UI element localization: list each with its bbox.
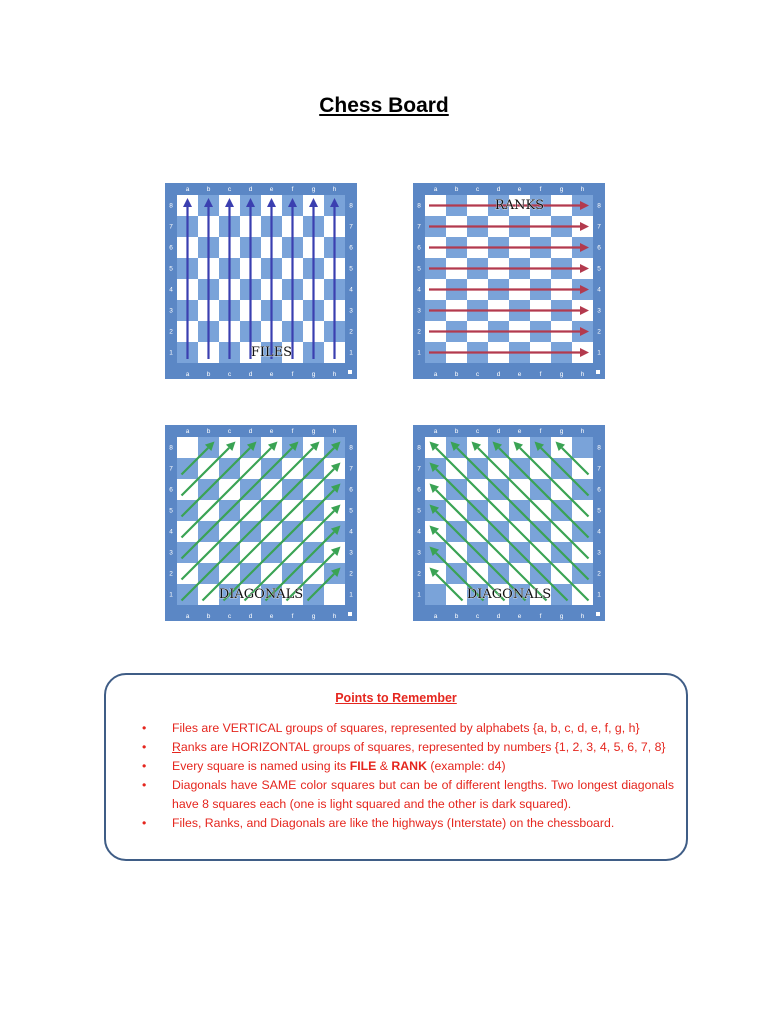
file-label-bottom: a [433, 613, 438, 620]
file-label-top: c [475, 428, 480, 435]
file-label-bottom: g [559, 613, 564, 620]
file-label-top: e [269, 428, 274, 435]
rank-label-left: 7 [417, 223, 421, 231]
file-label-bottom: h [332, 613, 337, 620]
rank-label-left: 7 [169, 223, 173, 231]
rank-label-right: 7 [597, 465, 601, 473]
rank-label-right: 6 [349, 486, 353, 494]
rank-label-right: 7 [597, 223, 601, 231]
board-square [177, 437, 198, 458]
point-text: & [376, 759, 392, 773]
file-label-top: h [332, 428, 337, 435]
file-label-top: g [559, 428, 564, 435]
rank-label-left: 1 [417, 591, 421, 599]
file-label-bottom: c [227, 371, 232, 378]
file-label-bottom: d [496, 613, 501, 620]
diagonals-board-2 [413, 425, 605, 621]
rank-label-right: 4 [597, 286, 601, 294]
file-label-top: d [496, 428, 501, 435]
point-files [142, 719, 674, 738]
file-label-top: g [559, 186, 564, 193]
file-label-top: g [311, 428, 316, 435]
rank-label-left: 8 [417, 202, 421, 210]
file-label-bottom: e [517, 613, 522, 620]
rank-label-left: 8 [169, 444, 173, 452]
ranks-board [413, 183, 605, 379]
point-square-naming [142, 757, 674, 776]
file-label-bottom: h [580, 371, 585, 378]
point-text: Files, Ranks, and Diagonals are like the highways (Interstate) on the chessboard. [172, 816, 615, 830]
bullet-icon: • [142, 740, 147, 754]
rank-label-left: 4 [417, 528, 421, 536]
points-title: Points to Remember [335, 691, 457, 705]
bullet-icon: • [142, 721, 147, 735]
rank-label-right: 5 [597, 507, 601, 515]
point-text: s {1, 2, 3, 4, 5, 6, 7, 8} [545, 740, 666, 754]
rank-label-left: 7 [169, 465, 173, 473]
rank-label-right: 2 [597, 328, 601, 336]
file-label-bottom: b [454, 613, 459, 620]
file-label-top: b [454, 428, 459, 435]
rank-label-left: 3 [417, 549, 421, 557]
point-diagonals [142, 776, 674, 814]
rank-label-left: 6 [417, 486, 421, 494]
rank-label-left: 1 [169, 349, 173, 357]
rank-label-right: 2 [597, 570, 601, 578]
rank-label-left: 4 [169, 286, 173, 294]
file-label-top: a [185, 428, 190, 435]
file-label-bottom: b [206, 613, 211, 620]
rank-label-right: 1 [597, 349, 601, 357]
corner-marker [596, 612, 600, 616]
rank-label-right: 3 [597, 307, 601, 315]
rank-label-right: 3 [349, 307, 353, 315]
file-label-bottom: d [248, 371, 253, 378]
files-board [165, 183, 357, 379]
file-label-bottom: d [496, 371, 501, 378]
rank-label-right: 4 [349, 528, 353, 536]
file-label-bottom: g [311, 371, 316, 378]
point-text: (example: d4) [426, 759, 506, 773]
rank-label-left: 5 [169, 507, 173, 515]
file-label-bottom: b [206, 371, 211, 378]
file-label-bottom: g [311, 613, 316, 620]
file-label-top: d [248, 186, 253, 193]
file-label-top: f [291, 428, 294, 435]
rank-label-right: 4 [597, 528, 601, 536]
file-label-top: b [206, 428, 211, 435]
point-text: Every square is named using its [172, 759, 350, 773]
rank-label-left: 2 [169, 570, 173, 578]
file-label-top: h [580, 428, 585, 435]
file-label-top: e [269, 186, 274, 193]
rank-label-right: 2 [349, 570, 353, 578]
rank-label-right: 8 [597, 202, 601, 210]
rank-label-left: 4 [417, 286, 421, 294]
diagonals-board-1 [165, 425, 357, 621]
rank-label-right: 2 [349, 328, 353, 336]
rank-label-right: 7 [349, 465, 353, 473]
rank-label-right: 6 [349, 244, 353, 252]
rank-label-left: 5 [417, 507, 421, 515]
rank-label-right: 6 [597, 244, 601, 252]
file-label-top: a [433, 186, 438, 193]
point-highways [142, 814, 674, 833]
file-label-top: g [311, 186, 316, 193]
file-label-bottom: b [454, 371, 459, 378]
file-label-bottom: f [539, 371, 542, 378]
board-square [324, 584, 345, 605]
corner-marker [596, 370, 600, 374]
rank-label-left: 6 [417, 244, 421, 252]
file-label-top: e [517, 186, 522, 193]
rank-label-right: 3 [597, 549, 601, 557]
rank-label-left: 1 [169, 591, 173, 599]
file-label-top: c [475, 186, 480, 193]
file-label-bottom: c [475, 371, 480, 378]
bullet-icon: • [142, 816, 147, 830]
file-label-top: a [185, 186, 190, 193]
corner-marker [348, 370, 352, 374]
rank-label-left: 5 [169, 265, 173, 273]
file-label-bottom: g [559, 371, 564, 378]
file-label-bottom: e [269, 613, 274, 620]
file-label-bottom: e [517, 371, 522, 378]
file-label-top: f [539, 186, 542, 193]
file-label-bottom: f [291, 371, 294, 378]
file-label-bottom: h [580, 613, 585, 620]
rank-label-left: 6 [169, 486, 173, 494]
file-label-top: c [227, 186, 232, 193]
rank-label-left: 8 [169, 202, 173, 210]
file-label-bottom: e [269, 371, 274, 378]
file-label-bottom: f [539, 613, 542, 620]
rank-label-right: 3 [349, 549, 353, 557]
file-label-bottom: c [227, 613, 232, 620]
file-label-top: d [248, 428, 253, 435]
rank-label-right: 8 [349, 202, 353, 210]
rank-label-left: 5 [417, 265, 421, 273]
point-text-underlined: R [172, 740, 181, 754]
board-square [572, 437, 593, 458]
rank-label-left: 3 [169, 549, 173, 557]
corner-marker [348, 612, 352, 616]
file-label-top: d [496, 186, 501, 193]
file-label-bottom: a [433, 371, 438, 378]
rank-label-left: 3 [169, 307, 173, 315]
rank-label-left: 3 [417, 307, 421, 315]
rank-label-right: 1 [349, 349, 353, 357]
board-label: RANKS [494, 198, 545, 213]
file-label-top: b [206, 186, 211, 193]
file-label-bottom: h [332, 371, 337, 378]
rank-label-right: 8 [349, 444, 353, 452]
bullet-icon: • [142, 759, 147, 773]
file-label-top: e [517, 428, 522, 435]
file-label-top: f [539, 428, 542, 435]
rank-label-left: 2 [417, 570, 421, 578]
rank-label-left: 2 [169, 328, 173, 336]
rank-label-right: 6 [597, 486, 601, 494]
point-text-bold: FILE [349, 759, 377, 773]
board-label: DIAGONALS [466, 587, 552, 602]
point-text-underlined: r [541, 740, 546, 754]
rank-label-left: 6 [169, 244, 173, 252]
rank-label-right: 7 [349, 223, 353, 231]
board-label: DIAGONALS [218, 587, 304, 602]
board-square [425, 584, 446, 605]
rank-label-right: 1 [597, 591, 601, 599]
points-list [142, 719, 674, 833]
file-label-bottom: a [185, 613, 190, 620]
rank-label-right: 8 [597, 444, 601, 452]
rank-label-right: 1 [349, 591, 353, 599]
rank-label-left: 4 [169, 528, 173, 536]
point-text: anks are HORIZONTAL groups of squares, represented by numbe [180, 740, 542, 754]
point-text-bold: RANK [391, 759, 427, 773]
rank-label-left: 7 [417, 465, 421, 473]
board-label: FILES [250, 345, 293, 360]
file-label-bottom: a [185, 371, 190, 378]
file-label-bottom: d [248, 613, 253, 620]
rank-label-right: 5 [597, 265, 601, 273]
rank-label-right: 4 [349, 286, 353, 294]
point-ranks [142, 738, 674, 757]
file-label-bottom: c [475, 613, 480, 620]
rank-label-right: 5 [349, 507, 353, 515]
file-label-top: h [332, 186, 337, 193]
file-label-top: b [454, 186, 459, 193]
rank-label-left: 1 [417, 349, 421, 357]
page-title: Chess Board [319, 94, 449, 117]
file-label-bottom: f [291, 613, 294, 620]
rank-label-right: 5 [349, 265, 353, 273]
file-label-top: h [580, 186, 585, 193]
file-label-top: f [291, 186, 294, 193]
rank-label-left: 2 [417, 328, 421, 336]
bullet-icon: • [142, 778, 147, 792]
rank-label-left: 8 [417, 444, 421, 452]
file-label-top: a [433, 428, 438, 435]
file-label-top: c [227, 428, 232, 435]
point-text: Diagonals have SAME color squares but can be of different lengths. Two longest diagonals have 8 squares each (one is light squared and the other is dark squared). [172, 778, 674, 811]
point-text: Files are VERTICAL groups of squares, represented by alphabets {a, b, c, d, e, f, g, h} [172, 721, 640, 735]
points-to-remember-box [104, 673, 688, 861]
